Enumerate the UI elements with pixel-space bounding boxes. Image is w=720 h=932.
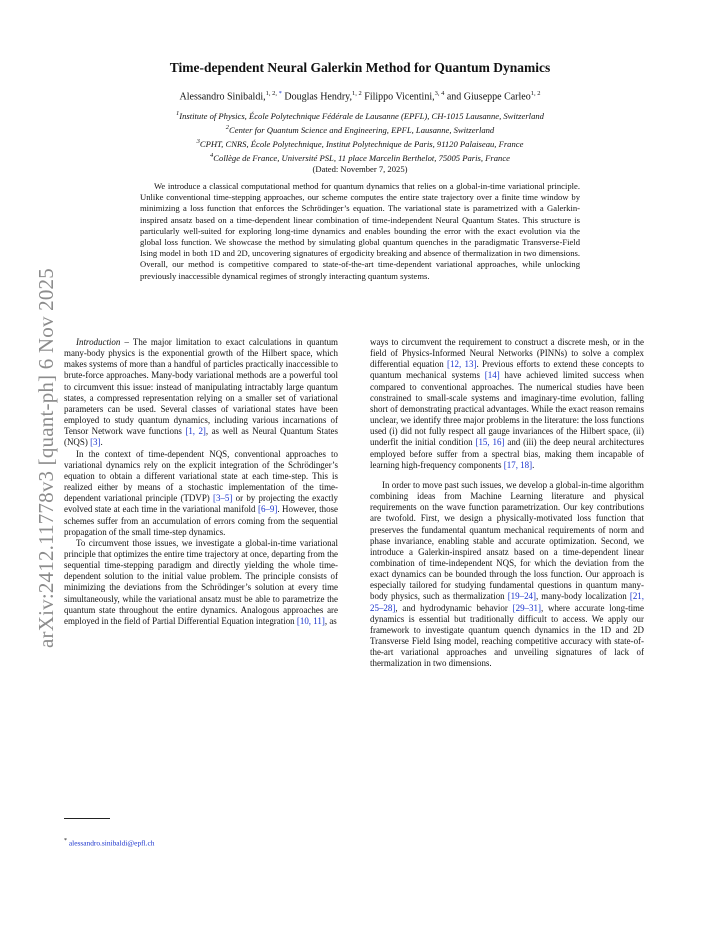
citation-link[interactable]: [1, 2] [185,426,206,437]
dated-line: (Dated: November 7, 2025) [312,164,408,174]
author-name: and Giuseppe Carleo [446,91,531,103]
author-name: Douglas Hendry, [284,91,353,103]
author-affiliation-marks: 1, 2 [352,90,362,97]
left-column [64,337,338,627]
body-text: , as well as Neural Quantum States (NQS) [64,426,338,448]
affiliation: $^1$Institute of Physics, École Polytechnique Fédérale de Lausanne (EPFL), CH-1015 Lausanne, Switzerland [176,110,544,121]
citation-link[interactable]: [19–24] [507,591,536,602]
right-column [370,337,644,670]
body-text: , many-body localization [536,591,630,602]
author-name: Alessandro Sinibaldi, [179,91,266,103]
paragraph [64,337,338,449]
abstract: We introduce a classical computational method for quantum dynamics that relies on a global-in-time variational principle. Unlike conventional time-stepping approaches, our scheme computes the entire state trajectory over a finite time window by minimizing a loss function that enforces the Schrödinger’s equation. The variational state is parametrized with a Galerkin-inspired ansatz based on a time-dependent linear combination of time-independent Neural Quantum States. This structure is particularly well-suited for exploring long-time dynamics and enables bounding the error with the exact evolution via the global loss function. We showcase the method by simulating global quantum quenches in the paradigmatic Transverse-Field Ising model in both 1D and 2D, uncovering signatures of ergodicity breaking and absence of thermalization in two dimensions. Overall, our method is competitive compared to state-of-the-art time-dependent variational approaches, while unlocking previously inaccessible dynamical regimes of strongly interacting quantum systems. [140,181,580,281]
author-affiliation-marks: 3, 4 [434,90,445,97]
paragraph [370,337,644,471]
citation-link[interactable]: [29–31] [512,602,541,613]
arxiv-identifier: arXiv:2412.11778v3 [quant-ph] 6 Nov 2025 [34,268,58,648]
author-affiliation-marks: 1, 2 [530,90,541,97]
arxiv-watermark [14,248,58,648]
body-text: or by projecting the exactly evolved state at each time in the variational manifold [64,493,338,515]
body-text: , as [324,615,337,626]
citation-link[interactable]: [21, 25–28] [370,591,644,613]
body-text: , and hydrodynamic behavior [395,602,513,613]
paragraph [64,538,338,627]
paper-title: Time-dependent Neural Galerkin Method for Quantum Dynamics [169,60,551,75]
footnote [64,838,154,847]
body-text: . However, those schemes suffer from an accumulation of errors coming from the sequential propagation of the small time-step dynamics. [64,504,339,537]
citation-link[interactable]: [3–5] [213,493,233,504]
footnote-mark: * [64,838,67,844]
body-text: – The major limitation to exact calculations in quantum many-body physics is the exponential growth of the Hilbert space, which makes systems of more than a handful of particles practically inaccessible to brute-force approaches. Many-body variational methods are a powerful tool to circumvent this issue: instead of manipulating intractably large quantum states, a compressed representation relying on a smaller set of variational parameters can be used. Several classes of variational states have been employed to study quantum dynamics, including various incarnations of Tensor Network wave functions [64,337,338,437]
citation-link[interactable]: [17, 18] [503,459,533,470]
body-text: . [532,459,535,470]
body-text: To circumvent those issues, we investigate a global-in-time variational principle that optimizes the entire time trajectory at once, departing from the sequential time-stepping paradigm and directly yielding the whole time-dependent solution to the initial value problem. The principle consists of minimizing the deviations from the Schrödinger’s solution at every time simultaneously, while the variational ansatz must be able to parametrize the quantum state throughout the entire dynamics. Analogous approaches are employed in the field of Partial Differential Equation integration [64,537,338,626]
author-list [70,90,650,102]
section-heading: Introduction [76,337,121,347]
body-text: and (iii) the deep neural architectures employed before suffer from a spectral bias, making them incapable of learning high-frequency components [370,437,644,470]
paragraph [370,480,644,670]
body-text: In the context of time-dependent NQS, conventional approaches to variational dynamics rely on the explicit integration of the Schrödinger’s equation to obtain a different variational state at each time-step. This is realized either by means of a stochastic implementation of the time-dependent variational principle (TDVP) [64,448,338,504]
citation-link[interactable]: [15, 16] [475,437,505,448]
citation-link[interactable]: [14] [484,370,500,381]
body-text: have achieved limited success when compared to conventional approaches. The numerical studies have been constrained to small-scale systems and imaginary-time evolution, falling short of demonstrating practical advantages. While the exact reason remains unclear, we identify three major problems in the literature: the loss functions used (i) did not fully respect all gauge invariances of the Hilbert space, (ii) underfit the initial condition [370,370,644,448]
affiliation-list [70,108,650,164]
body-text: , where accurate long-time dynamics is essential but traditionally difficult to access. We apply our framework to investigate quantum quench dynamics in the 1D and 2D Transverse Field Ising model, reaching competitive accuracy with state-of-the-art variational approaches and unveiling signatures of lack of thermalization in two dimensions. [370,602,644,669]
citation-link[interactable]: [12, 13] [447,359,477,370]
author-affiliation-marks: 1, 2, * [265,90,282,97]
body-text: In order to move past such issues, we develop a global-in-time algorithm combining ideas from Machine Learning literature and physical requirements on the wave function parametrization. Our key contributions are twofold. First, we design a physically-motivated loss function that preserves the fundamental quantum mechanical requirements of norm and phase invariance, enabling stable and accurate optimization. Second, we introduce a Galerkin-inspired ansatz based on a time-dependent linear combination of time-independent NQS, for which the deviation from the exact dynamics can be bounded through the loss function. Our approach is especially tailored for studying fundamental questions in quantum many-body physics, such as thermalization [370,479,644,602]
author-name: Filippo Vicentini, [364,91,435,103]
corresponding-author-link[interactable]: * [276,90,282,97]
citation-link[interactable]: [6–9] [257,504,278,515]
body-text: ways to circumvent the requirement to construct a discrete mesh, or in the field of Physics-Informed Neural Networks (PINNs) to solve a complex differential equation [370,337,644,370]
body-text: . [100,437,103,448]
affiliation: $^2$Center for Quantum Science and Engineering, EPFL, Lausanne, Switzerland [225,124,495,135]
paragraph [64,449,338,538]
affiliation: $^4$Collège de France, Université PSL, 11 place Marcelin Berthelot, 75005 Paris, France [210,152,510,164]
citation-link[interactable]: [10, 11] [296,615,325,626]
affiliation: $^3$CPHT, CNRS, École Polytechnique, Institut Polytechnique de Paris, 91120 Palaiseau, France [196,138,524,149]
citation-link[interactable]: [3] [90,437,101,448]
footnote-rule [64,818,110,819]
body-text: . Previous efforts to extend these concepts to quantum mechanical systems [370,359,644,381]
author-email-link[interactable]: alessandro.sinibaldi@epfl.ch [68,838,155,848]
